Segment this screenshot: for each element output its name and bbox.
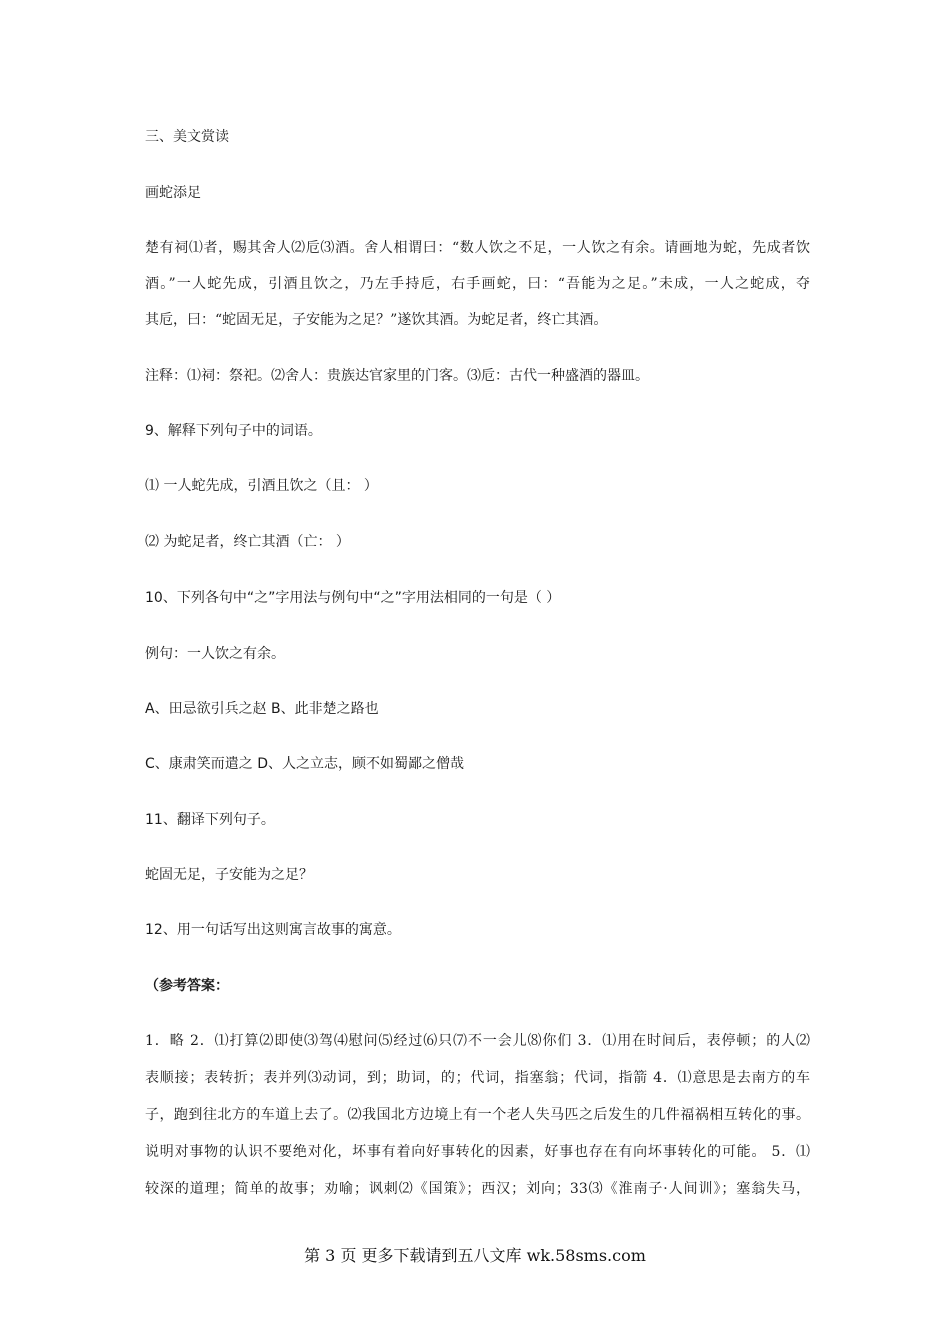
question-10-prompt: 10、下列各句中“之”字用法与例句中“之”字用法相同的一句是（ ）: [145, 590, 561, 606]
answers-heading: （参考答案：: [145, 978, 229, 994]
question-11-sentence: 蛇固无足，子安能为之足？: [145, 867, 313, 883]
notes: 注释：⑴祠：祭祀。⑵舍人：贵族达官家里的门客。⑶卮：古代一种盛酒的器皿。: [145, 368, 649, 384]
passage-line-1: 楚有祠⑴者，赐其舍人⑵卮⑶酒。舍人相谓曰：“数人饮之不足，一人饮之有余。请画地为蛇，先成者饮: [145, 240, 810, 256]
answer-line-3: 子，跑到往北方的车道上去了。⑵我国北方边境上有一个老人失马匹之后发生的几件福祸相互转化的事。: [145, 1107, 810, 1123]
question-9-item-2: ⑵ 为蛇足者，终亡其酒（亡： ）: [145, 534, 350, 550]
section-heading: 三、美文赏读: [145, 129, 229, 145]
answer-line-1: 1．略 2．⑴打算⑵即使⑶驾⑷慰问⑸经过⑹只⑺不一会儿⑻你们 3．⑴用在时间后，表停顿；的人⑵: [145, 1033, 810, 1049]
answer-line-5: 较深的道理；简单的故事；劝喻；讽刺⑵《国策》；西汉；刘向；33⑶《淮南子·人间训》；塞翁失马，: [145, 1181, 810, 1197]
question-12-prompt: 12、用一句话写出这则寓言故事的寓意。: [145, 922, 401, 938]
question-9-prompt: 9、解释下列句子中的词语。: [145, 423, 322, 439]
passage-line-3: 其卮，曰：“蛇固无足，子安能为之足？”遂饮其酒。为蛇足者，终亡其酒。: [145, 312, 608, 328]
story-title: 画蛇添足: [145, 185, 201, 201]
question-9-item-1: ⑴ 一人蛇先成，引酒且饮之（且： ）: [145, 478, 378, 494]
question-10-options-ab: A、田忌欲引兵之赵 B、此非楚之路也: [145, 701, 379, 717]
answer-line-2: 表顺接；表转折；表并列⑶动词，到；助词，的；代词，指塞翁；代词，指箭 4．⑴意思是去南方的车: [145, 1070, 810, 1086]
question-10-example: 例句：一人饮之有余。: [145, 646, 285, 662]
question-11-prompt: 11、翻译下列句子。: [145, 812, 275, 828]
passage-line-2: 酒。”一人蛇先成，引酒且饮之，乃左手持卮，右手画蛇，曰：“吾能为之足。”未成，一人之蛇成，夺: [145, 276, 810, 292]
answer-line-4: 说明对事物的认识不要绝对化，坏事有着向好事转化的因素，好事也存在有向坏事转化的可能。 5．⑴: [145, 1144, 810, 1160]
page-footer: 第 3 页 更多下载请到五八文库 wk.58sms.com: [304, 1246, 646, 1265]
question-10-options-cd: C、康肃笑而遣之 D、人之立志，顾不如蜀鄙之僧哉: [145, 756, 465, 772]
